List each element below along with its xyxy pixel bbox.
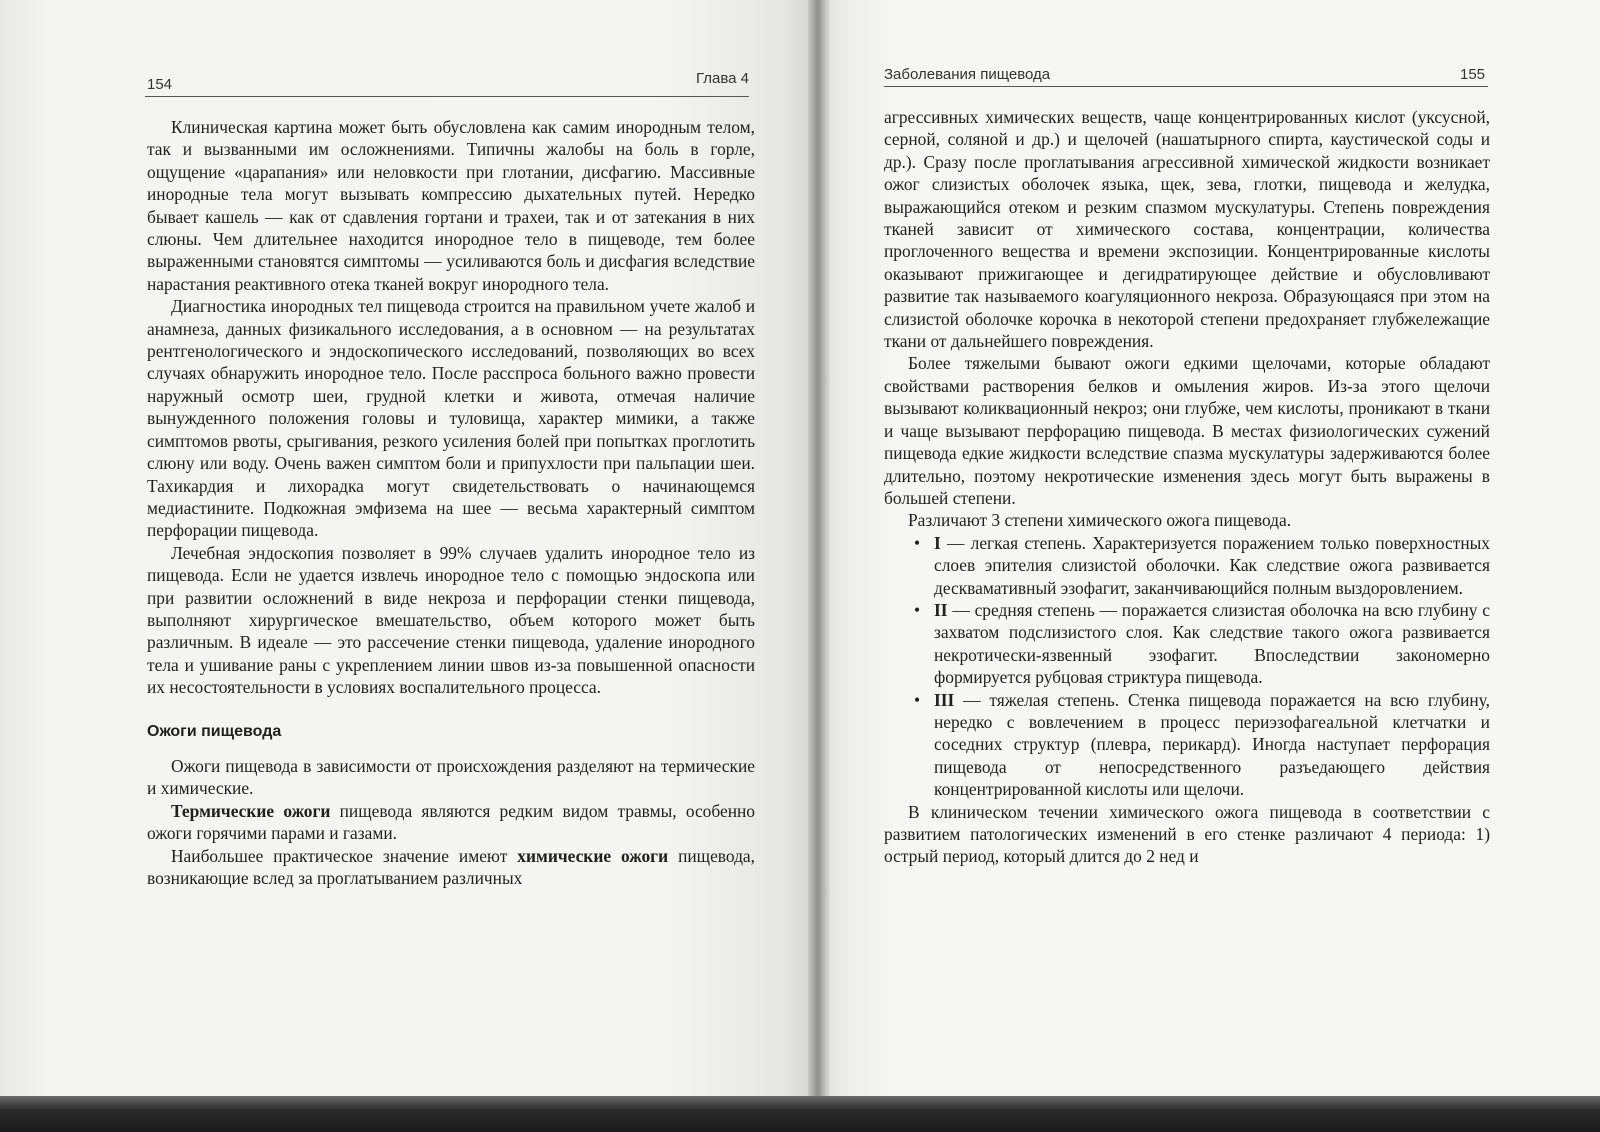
- header-rule-left: [145, 96, 749, 97]
- paragraph: Клиническая картина может быть обусловлена как самим инородным телом, так и вызванными им осложнениями. Типичны жалобы на боль в горле, ощущение «царапания» или неловкости при глотании, дисфагию. Массивные инородные тела могут вызывать компрессию дыхательных путей. Нередко бывает кашель — как от сдавления гортани и трахеи, так и от затекания в них слюны. Чем длительнее находится инородное тело в пищеводе, тем более выраженными становятся симптомы — усиливаются боль и дисфагия вследствие нарастания реактивного отека тканей вокруг инородного тела.: [147, 117, 755, 294]
- bullet-icon: •: [914, 599, 921, 620]
- paragraph: В клиническом течении химического ожога пищевода в соответствии с развитием патологических изменений в его стенке различают 4 периода: 1) острый период, который длится до 2 нед и: [884, 801, 1490, 867]
- page-number-left: 154: [147, 76, 173, 93]
- paragraph: Более тяжелыми бывают ожоги едкими щелочами, которые обладают свойствами растворения белков и омыления жиров. Из-за этого щелочи вызывают коликвационный некроз; они глубже, чем кислоты, проникают в ткани и чаще вызывают перфорацию пищевода. В местах физиологических сужений пищевода едкие жидкости вследствие спазма мускулатуры задерживаются более длительно, поэтому некротические изменения здесь могут быть выражены в большей степени.: [884, 353, 1490, 508]
- paragraph-text: пищевода являются редким видом травмы, особенно ожоги горячими парами и газами.: [147, 800, 756, 844]
- paragraph-text: пищевода, возникающие вслед за проглатыванием различных: [147, 845, 755, 888]
- degree-label: III: [934, 689, 955, 710]
- list-item-text: — тяжелая степень. Стенка пищевода поражается на всю глубину, нередко с вовлечением в процесс периэзофагеальной клетчатки и соседних структур (плевра, перикард). Иногда наступает перфорация пищевода от непосредственного разъедающего действия концентрированной кислоты или щелочи.: [934, 689, 1490, 800]
- scanner-edge: [0, 1096, 1600, 1132]
- paragraph: Диагностика инородных тел пищевода строится на правильном учете жалоб и анамнеза, данных физикального исследования, а в основном — на результатах рентгенологического и эндоскопического исследований, позволяющих во всех случаях обнаружить инородное тело. После расспроса больного важно провести наружный осмотр шеи, грудной клетки и живота, отмечая наличие вынужденного положения головы и туловища, характер мимики, а также симптомов рвоты, срыгивания, резкого усиления болей при попытках проглотить слюну или воду. Очень важен симптом боли и припухлости при пальпации шеи. Тахикардия и лихорадка могут свидетельствовать о начинающемся медиастините. Подкожная эмфизема на шее — весьма характерный симптом перфорации пищевода.: [147, 296, 755, 541]
- left-page-text: [147, 116, 755, 889]
- paragraph: Различают 3 степени химического ожога пищевода.: [908, 510, 1292, 531]
- section-heading: Ожоги пищевода: [147, 722, 282, 740]
- paragraph: Лечебная эндоскопия позволяет в 99% случаев удалить инородное тело из пищевода. Если не удается извлечь инородное тело с помощью эндоскопа или при развитии осложнений в виде некроза и перфорации стенки пищевода, выполняют хирургическое вмешательство, объем которого может быть различным. В идеале — это рассечение стенки пищевода, удаление инородного тела и ушивание раны с укреплением линии швов из-за повышенной опасности их несостоятельности в условиях воспалительного процесса.: [147, 542, 755, 698]
- header-rule-right: [884, 86, 1488, 87]
- bold-term: Термические ожоги: [171, 800, 331, 821]
- running-head-right: Заболевания пищевода: [884, 66, 1051, 83]
- list-item: [912, 599, 1490, 689]
- paragraph: [147, 845, 755, 890]
- book-gutter: [808, 0, 830, 1105]
- list-item-text: — легкая степень. Характеризуется поражением только поверхностных слоев эпителия слизистой оболочки. Как следствие ожога развивается десквамативный эзофагит, заканчивающийся полным выздоровлением.: [934, 532, 1490, 598]
- bold-term: химические ожоги: [517, 845, 669, 866]
- bullet-icon: •: [914, 689, 921, 710]
- paragraph: агрессивных химических веществ, чаще концентрированных кислот (уксусной, серной, соляной и др.) и щелочей (нашатырного спирта, каустической соды и др.). Сразу после проглатывания агрессивной химической жидкости возникает ожог слизистых оболочек языка, щек, зева, глотки, пищевода и желудка, выражающийся отеком и резким спазмом мускулатуры. Степень повреждения тканей зависит от химического состава, концентрации, количества проглоченного вещества и времени экспозиции. Концентрированные кислоты оказывают прижигающее и дегидратирующее действие и обусловливают развитие так называемого коагуляционного некроза. Образующаяся при этом на слизистой оболочке корочка в некоторой степени предохраняет глубжележащие ткани от дальнейшего повреждения.: [884, 107, 1490, 352]
- paragraph-text: Наибольшее практическое значение имеют: [171, 845, 518, 866]
- list-item: [912, 689, 1490, 801]
- page-number-right: 155: [1460, 66, 1486, 83]
- degree-label: II: [934, 599, 948, 620]
- paragraph: [147, 800, 755, 845]
- degree-list: [884, 532, 1490, 801]
- list-item: [912, 532, 1490, 599]
- paragraph: Ожоги пищевода в зависимости от происхождения разделяют на термические и химические.: [147, 755, 755, 799]
- right-page-text: [884, 106, 1490, 868]
- bullet-icon: •: [914, 532, 921, 553]
- list-item-text: — средняя степень — поражается слизистая оболочка на всю глубину с захватом подслизистого слоя. Как следствие такого ожога развивается некротически-язвенный эзофагит. Впоследствии закономерно формируется рубцовая стриктура пищевода.: [934, 599, 1490, 688]
- running-head-left: Глава 4: [696, 70, 750, 87]
- degree-label: I: [934, 532, 941, 553]
